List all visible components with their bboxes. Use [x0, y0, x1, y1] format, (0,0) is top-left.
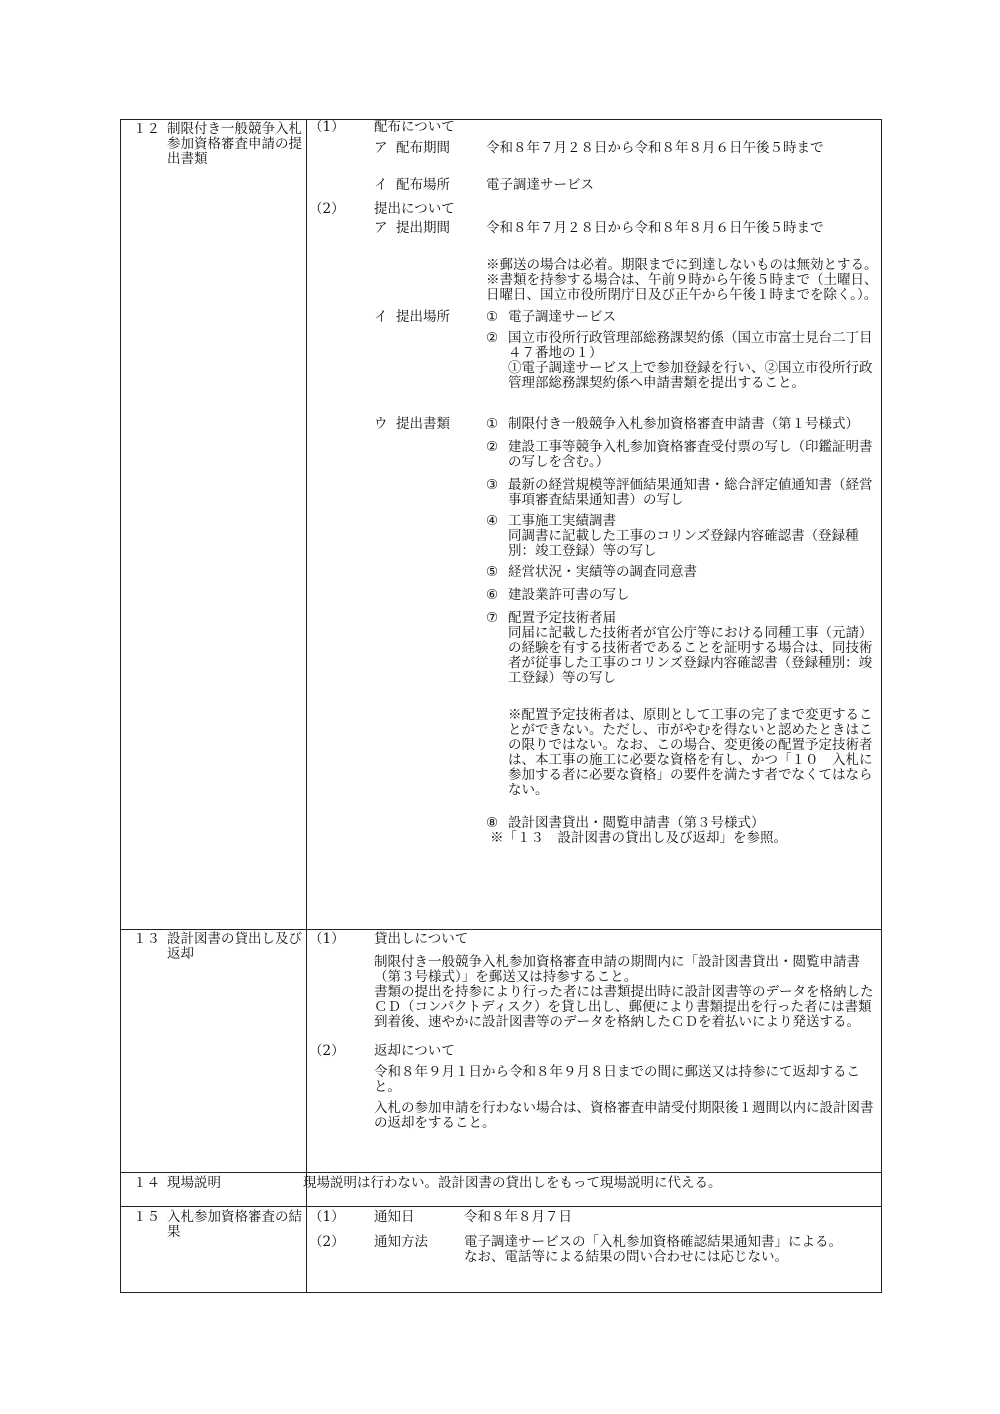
section-14-row: [121, 1173, 882, 1207]
s12-p2-title: 提出について: [374, 201, 455, 217]
s15-p2-title: 通知方法: [374, 1234, 428, 1250]
s12-p2b-item: ② 国立市役所行政管理部総務課契約係（国立市富士見台二丁目４７番地の１）: [486, 330, 873, 361]
s12-p2c-item: ⑦ 配置予定技術者届: [486, 610, 616, 626]
s12-p2c-item7-sub: 同届に記載した技術者が官公庁等における同種工事（元請）の経験を有する技術者であることを証明する場合は、同技術者が従事した工事のコリンズ登録内容確認書（登録種別：竣工登録）等の写し: [508, 625, 873, 686]
s13-p2-text2: 入札の参加申請を行わない場合は、資格審査申請受付期限後１週間以内に設計図書の返却をすること。: [374, 1100, 874, 1131]
section-12-heading-cell: [121, 120, 307, 930]
s12-p1b-label: 配布場所: [396, 177, 450, 193]
s13-p2-title: 返却について: [374, 1043, 455, 1059]
s13-p1-title: 貸出しについて: [374, 931, 469, 947]
section-14-heading-cell: [121, 1173, 307, 1207]
s12-p2c-item4-sub: 同調書に記載した工事のコリンズ登録内容確認書（登録種別：竣工登録）等の写し: [508, 528, 859, 559]
s12-p1a-label: 配布期間: [396, 140, 450, 156]
s12-p2c-item: ① 制限付き一般競争入札参加資格審査申請書（第１号様式）: [486, 416, 859, 432]
s12-p2c-item: ③ 最新の経営規模等評価結果通知書・総合評定値通知書（経営事項審査結果通知書）の写し: [486, 477, 873, 508]
s12-p1b-mark: イ: [374, 177, 388, 193]
s12-p2b-item: ① 電子調達サービス: [486, 309, 616, 325]
section-15-heading-cell: [121, 1207, 307, 1293]
section-15-number: １５: [133, 1209, 160, 1225]
s12-p2c-item8: ⑧ 設計図書貸出・閲覧申請書（第３号様式）: [486, 815, 765, 831]
section-12-heading: 制限付き一般競争入札参加資格審査申請の提出書類: [167, 121, 302, 167]
s12-p1a-mark: ア: [374, 140, 388, 156]
s13-p2-text1: 令和８年９月１日から令和８年９月８日までの間に郵送又は持参にて返却すること。: [374, 1064, 860, 1095]
s13-p2-label: （2）: [309, 1043, 345, 1059]
section-14-number: １４: [133, 1175, 160, 1191]
s15-p2-label: （2）: [309, 1234, 345, 1250]
s12-p2a-label: 提出期間: [396, 220, 450, 236]
s12-p1-label: （1）: [309, 119, 345, 135]
s13-p1-label: （1）: [309, 931, 345, 947]
s12-p2c-note7: ※配置予定技術者は、原則として工事の完了まで変更することができない。ただし、市がやむを得ないと認めたときはこの限りではない。なお、この場合、変更後の配置予定技術者は、本工事の施工に必要な資格を有し、かつ「１０ 入札に参加する者に必要な資格」の要件を満たす者でなくてはならない。: [508, 707, 873, 798]
section-14-heading: 現場説明: [167, 1175, 221, 1191]
s12-p1-title: 配布について: [374, 119, 455, 135]
s12-p2a-note1: ※郵送の場合は必着。期限までに到達しないものは無効とする。: [486, 257, 878, 273]
s12-p2c-item8-note: ※「１３ 設計図書の貸出し及び返却」を参照。: [490, 830, 787, 846]
s12-p2c-label: 提出書類: [396, 416, 450, 432]
section-14-content: [303, 1173, 882, 1207]
section-15-heading: 入札参加資格審査の結果: [167, 1209, 302, 1240]
s12-p2c-mark: ウ: [374, 416, 388, 432]
s15-p1-label: （1）: [309, 1209, 345, 1225]
s12-p2c-item: ④ 工事施工実績調書: [486, 513, 616, 529]
specification-table: [120, 119, 882, 1293]
section-13-content: [307, 930, 882, 1173]
s15-p1-title: 通知日: [374, 1209, 415, 1225]
section-13-row: [121, 930, 882, 1173]
s12-p1a-value: 令和８年７月２８日から令和８年８月６日午後５時まで: [486, 140, 824, 156]
s12-p2b-label: 提出場所: [396, 309, 450, 325]
s12-p2-label: （2）: [309, 201, 345, 217]
s15-p2-value2: なお、電話等による結果の問い合わせには応じない。: [464, 1249, 788, 1265]
s15-p2-value1: 電子調達サービスの「入札参加資格確認結果通知書」による。: [464, 1234, 842, 1250]
s13-p1-text2: 書類の提出を持参により行った者には書類提出時に設計図書等のデータを格納したＣＤ（コンパクトディスク）を貸し出し、郵便により書類提出を行った者には書類到着後、速やかに設計図書等のデータを格納したＣＤを着払いにより発送する。: [374, 984, 874, 1030]
s12-p2a-note2: ※書類を持参する場合は、午前９時から午後５時まで（土曜日、日曜日、国立市役所閉庁日及び正午から午後１時までを除く。）。: [486, 272, 878, 303]
s13-p1-text1: 制限付き一般競争入札参加資格審査申請の期間内に「設計図書貸出・閲覧申請書（第３号様式）」を郵送又は持参すること。: [374, 954, 860, 985]
s12-p2a-value: 令和８年７月２８日から令和８年８月６日午後５時まで: [486, 220, 824, 236]
s12-p1b-value: 電子調達サービス: [486, 177, 594, 193]
section-15-content: [307, 1207, 882, 1293]
section-12-content: [307, 120, 882, 930]
section-13-heading: 設計図書の貸出し及び返却: [167, 931, 302, 962]
section-13-number: １３: [133, 931, 160, 947]
s12-p2a-mark: ア: [374, 220, 388, 236]
section-12-number: １２: [133, 121, 160, 137]
s12-p2c-item: ⑤ 経営状況・実績等の調査同意書: [486, 564, 697, 580]
section-13-heading-cell: [121, 930, 307, 1173]
s12-p2c-item: ② 建設工事等競争入札参加資格審査受付票の写し（印鑑証明書の写しを含む。）: [486, 439, 873, 470]
s15-p1-value: 令和８年８月７日: [464, 1209, 572, 1225]
section-12-row: [121, 120, 882, 930]
s12-p2b-note: ①電子調達サービス上で参加登録を行い、②国立市役所行政管理部総務課契約係へ申請書類を提出すること。: [508, 360, 873, 391]
s12-p2b-mark: イ: [374, 309, 388, 325]
section-15-row: [121, 1207, 882, 1293]
s12-p2c-item: ⑥ 建設業許可書の写し: [486, 587, 630, 603]
section-14-text: 現場説明は行わない。設計図書の貸出しをもって現場説明に代える。: [303, 1175, 722, 1191]
